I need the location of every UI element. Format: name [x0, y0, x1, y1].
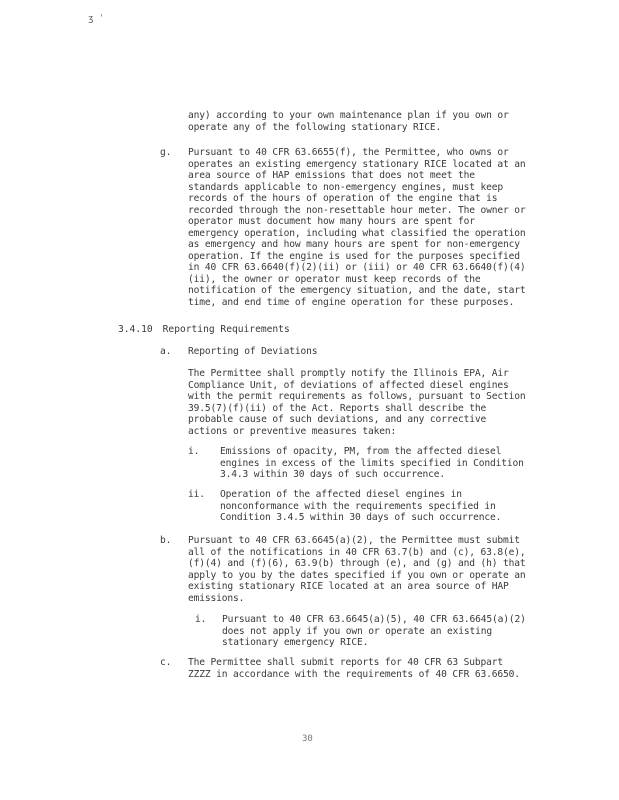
item-b-label: b. [160, 535, 172, 546]
item-b-i-label: i. [195, 614, 207, 625]
item-a-text: The Permittee shall promptly notify the Illinois EPA, Air Compliance Unit, of deviations of affected diesel engines with the permit requirements as follows, pursuant to Section 39.5(7)(f)(ii) of the Act. Reports shall describe the probable cause of such deviations, and any corrective actions or preventive measures taken: [188, 368, 532, 437]
item-a-i-text: Emissions of opacity, PM, from the affected diesel engines in excess of the limits specified in Condition 3.4.3 within 30 days of such occurrence. [220, 446, 530, 480]
item-g-label: g. [160, 147, 172, 158]
item-a-heading: Reporting of Deviations [188, 346, 318, 357]
section-number: 3.4.10 [118, 324, 153, 335]
item-c-label: c. [160, 657, 172, 668]
item-a-ii-text: Operation of the affected diesel engines in nonconformance with the requirements specified in Condition 3.4.5 within 30 days of such occurrence. [220, 489, 502, 523]
item-a-label: a. [160, 346, 172, 357]
page-number: 30 [302, 734, 313, 744]
item-a-ii-label: ii. [188, 489, 205, 500]
item-c-text: The Permittee shall submit reports for 40 CFR 63 Subpart ZZZZ in accordance with the requirements of 40 CFR 63.6650. [188, 657, 520, 680]
section-title: Reporting Requirements [162, 324, 290, 335]
item-b-text: Pursuant to 40 CFR 63.6645(a)(2), the Permittee must submit all of the notifications in 40 CFR 63.7(b) and (c), 63.8(e), (f)(4) and (f)(6), 63.9(b) through (e), and (g) and (h) that apply to you by the dates specified if you own or operate an existing stationary RICE located at an area source of HAP emissions. [188, 535, 532, 604]
header-mark: ʒ ˈ [88, 14, 105, 24]
section-heading [118, 324, 290, 335]
intro-continuation: any) according to your own maintenance plan if you own or operate any of the following stationary RICE. [188, 110, 515, 133]
item-g-text: Pursuant to 40 CFR 63.6655(f), the Permittee, who owns or operates an existing emergency stationary RICE located at an area source of HAP emissions that does not meet the standards applicable to non-emergency engines, must keep records of the hours of operation of the engine that is recorded through the non-resettable hour meter. The owner or operator must document how many hours are spent for emergency operation, including what classified the operation as emergency and how many hours are spent for non-emergency operation. If the engine is used for the purposes specified in 40 CFR 63.6640(f)(2)(ii) or (iii) or 40 CFR 63.6640(f)(4)(ii), the owner or operator must keep records of the notification of the emergency situation, and the date, start time, and end time of engine operation for these purposes. [188, 147, 532, 308]
item-b-i-text: Pursuant to 40 CFR 63.6645(a)(5), 40 CFR 63.6645(a)(2) does not apply if you own or operate an existing stationary emergency RICE. [222, 614, 532, 648]
item-a-i-label: i. [188, 446, 200, 457]
